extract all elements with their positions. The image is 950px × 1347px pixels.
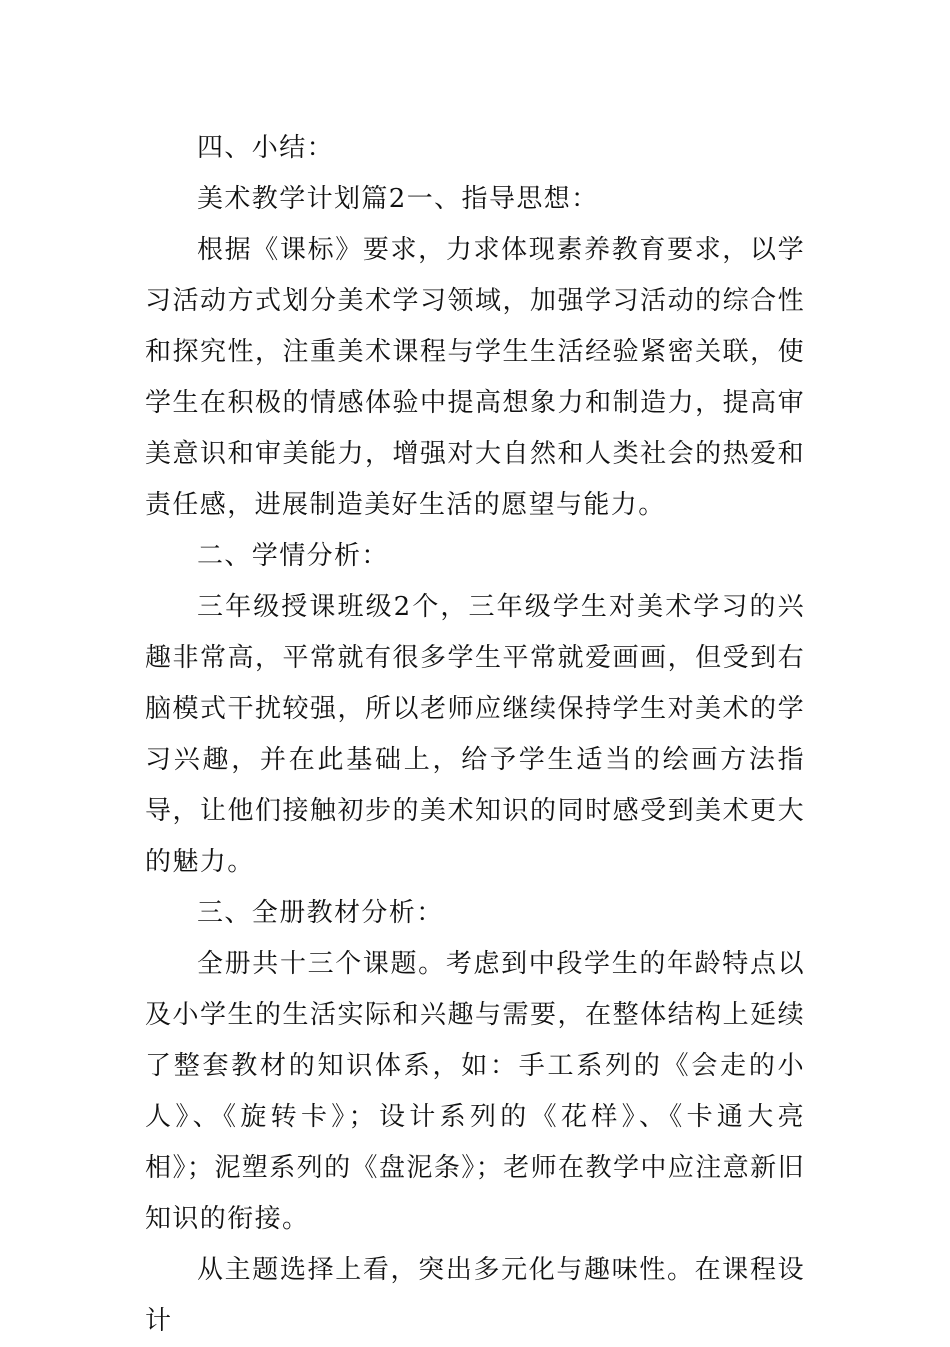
- paragraph-textbook-analysis: 全册共十三个课题。考虑到中段学生的年龄特点以及小学生的生活实际和兴趣与需要，在整体结构上延续了整套教材的知识体系，如：手工系列的《会走的小人》、《旋转卡》；设计系列的《花样》、《卡通大亮相》；泥塑系列的《盘泥条》；老师在教学中应注意新旧知识的衔接。: [145, 949, 805, 1234]
- document-body: [145, 123, 805, 1347]
- section-heading-textbook-analysis: 三、全册教材分析：: [197, 898, 444, 928]
- section-heading-summary: 四、小结：: [197, 133, 335, 163]
- section-heading-student-analysis: 二、学情分析：: [197, 541, 389, 571]
- paragraph-theme-selection: 从主题选择上看，突出多元化与趣味性。在课程设计: [145, 1255, 805, 1336]
- plan-title-guiding-ideology: 美术教学计划篇2一、指导思想：: [197, 184, 599, 214]
- paragraph-guiding-ideology: 根据《课标》要求，力求体现素养教育要求，以学习活动方式划分美术学习领域，加强学习活动的综合性和探究性，注重美术课程与学生生活经验紧密关联，使学生在积极的情感体验中提高想象力和制造力，提高审美意识和审美能力，增强对大自然和人类社会的热爱和责任感，进展制造美好生活的愿望与能力。: [145, 235, 805, 520]
- paragraph-student-analysis: 三年级授课班级2个，三年级学生对美术学习的兴趣非常高，平常就有很多学生平常就爱画画，但受到右脑模式干扰较强，所以老师应继续保持学生对美术的学习兴趣，并在此基础上，给予学生适当的绘画方法指导，让他们接触初步的美术知识的同时感受到美术更大的魅力。: [145, 592, 805, 877]
